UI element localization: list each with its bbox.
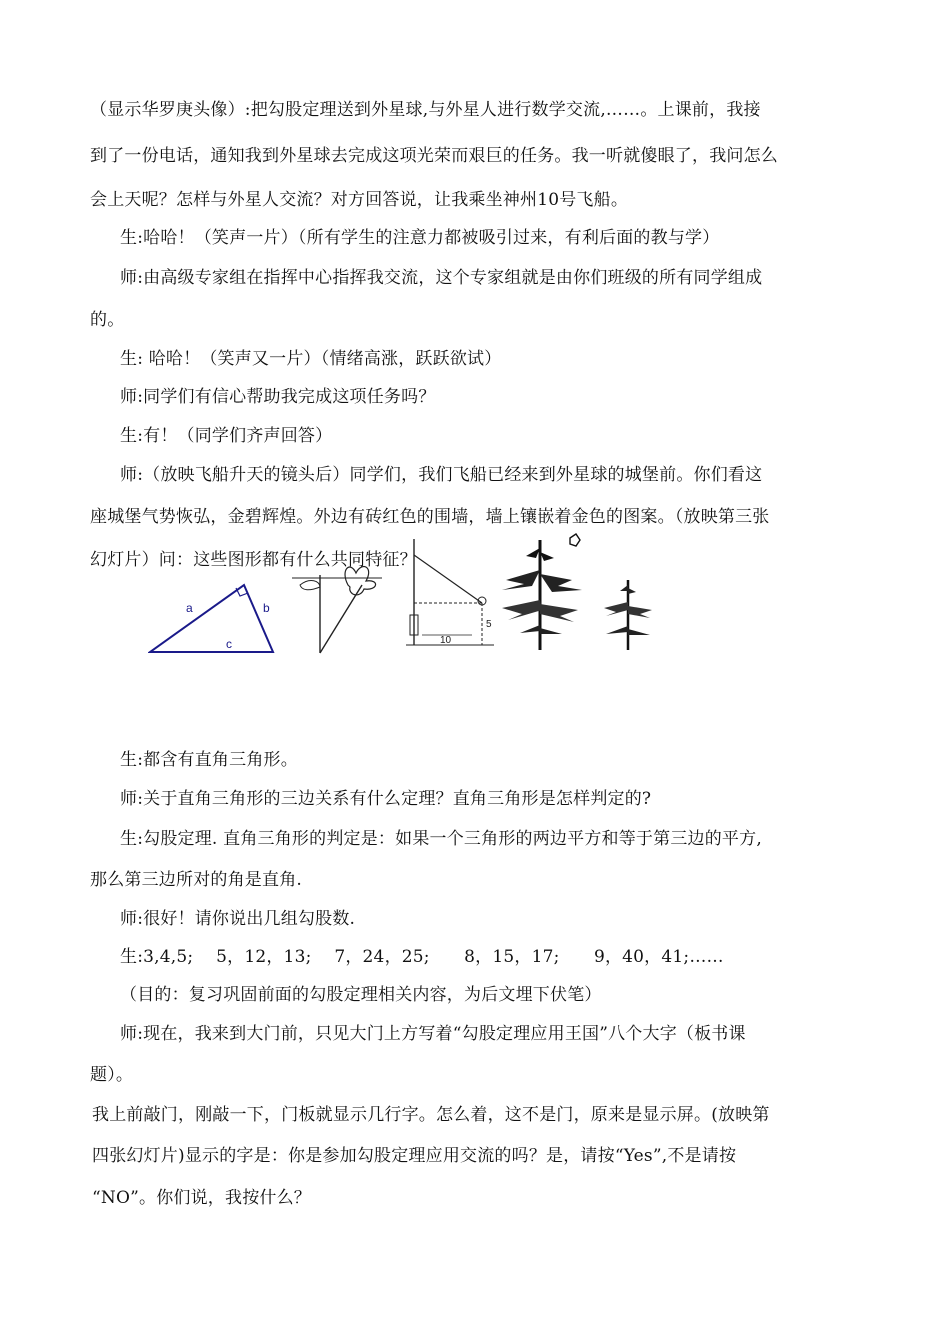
text-line: （显示华罗庚头像）:把勾股定理送到外星球,与外星人进行数学交流,……。上课前，我接 [90, 100, 761, 120]
ladder-bottom-label: 10 [440, 635, 452, 646]
figure-strip [140, 535, 660, 660]
text-line: 师:现在，我来到大门前，只见大门上方写着“勾股定理应用王国”八个大字（板书课 [120, 1024, 746, 1044]
text-line: 师:由高级专家组在指挥中心指挥我交流，这个专家组就是由你们班级的所有同学组成 [120, 268, 763, 288]
text-line: 生: 哈哈！（笑声又一片）（情绪高涨，跃跃欲试） [120, 349, 502, 369]
text-line: 师:关于直角三角形的三边关系有什么定理？直角三角形是怎样判定的? [120, 789, 652, 809]
text-line: 生:勾股定理. 直角三角形的判定是：如果一个三角形的两边平方和等于第三边的平方, [120, 829, 762, 849]
text-line: （目的：复习巩固前面的勾股定理相关内容，为后文埋下伏笔） [120, 985, 602, 1005]
text-line: 生:3,4,5; 5，12，13; 7，24，25; 8，15，17; 9，40，41;…… [120, 947, 724, 967]
ladder-side-label: 5 [486, 619, 492, 630]
text-line: 题）。 [90, 1065, 134, 1085]
right-triangle-figure [148, 580, 283, 655]
text-line: 生:都含有直角三角形。 [120, 750, 298, 770]
text-line: 师:同学们有信心帮助我完成这项任务吗？ [120, 387, 436, 407]
text-line: 师:很好！请你说出几组勾股数. [120, 909, 356, 929]
text-line: 那么第三边所对的角是直角. [90, 870, 303, 890]
text-line: 座城堡气势恢弘，金碧辉煌。外边有砖红色的围墙，墙上镶嵌着金色的图案。（放映第三张 [90, 507, 770, 527]
text-line: “NO”。你们说，我按什么？ [92, 1188, 311, 1208]
flower-figure [290, 555, 400, 655]
text-line: 我上前敲门，刚敲一下，门板就显示几行字。怎么着，这不是门，原来是显示屏。(放映第 [92, 1105, 770, 1125]
text-line: 会上天呢？怎样与外星人交流？对方回答说，让我乘坐神州10号飞船。 [90, 190, 629, 210]
text-line: 幻灯片）问：这些图形都有什么共同特征？ [90, 550, 417, 570]
side-label-c: c [226, 637, 232, 651]
text-line: 到了一份电话，通知我到外星球去完成这项光荣而艰巨的任务。我一听就傻眼了，我问怎么 [90, 146, 778, 166]
side-label-a: a [186, 601, 193, 615]
text-line: 师:（放映飞船升天的镜头后）同学们，我们飞船已经来到外星球的城堡前。你们看这 [120, 465, 763, 485]
text-line: 的。 [90, 310, 125, 330]
text-line: 生:有！（同学们齐声回答） [120, 426, 333, 446]
text-line: 生:哈哈！（笑声一片）（所有学生的注意力都被吸引过来，有利后面的教与学） [120, 228, 720, 248]
trees-figure [500, 530, 660, 655]
text-line: 四张幻灯片)显示的字是：你是参加勾股定理应用交流的吗？是，请按“Yes”,不是请按 [92, 1146, 737, 1166]
side-label-b: b [263, 601, 270, 615]
ladder-wall-figure [402, 535, 502, 655]
